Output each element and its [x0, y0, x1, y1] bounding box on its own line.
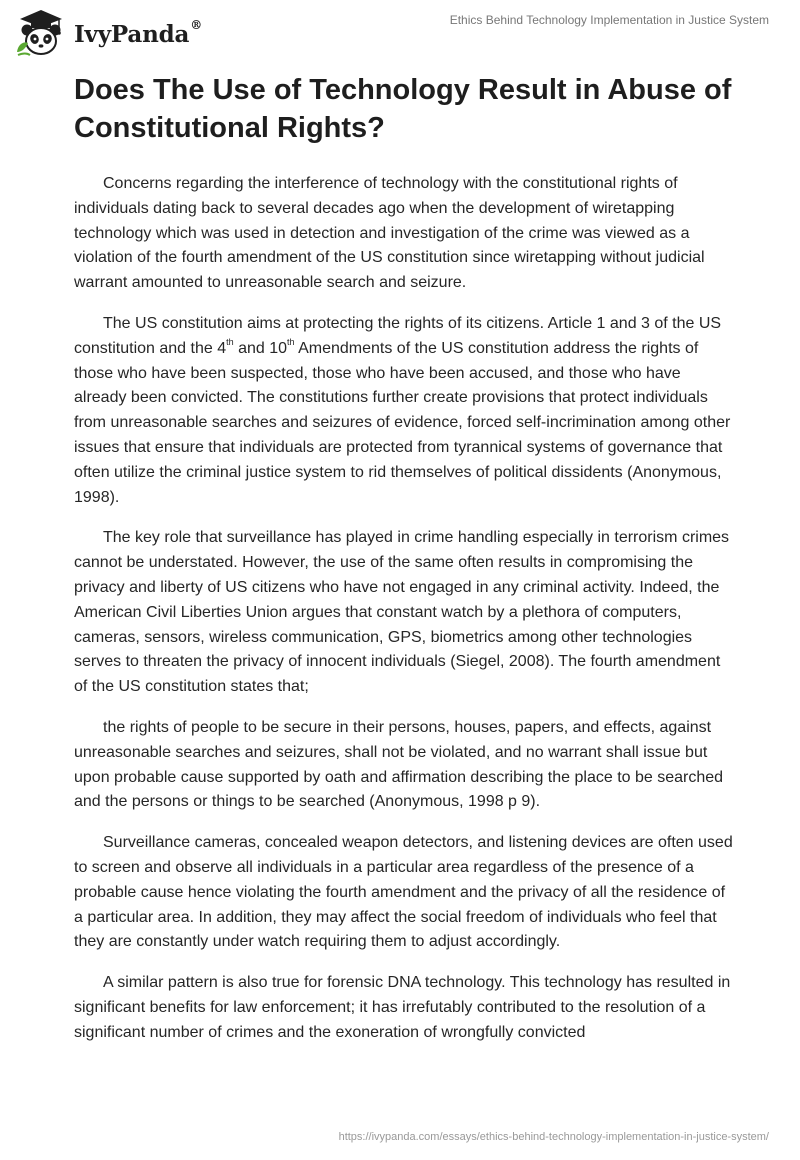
ordinal-suffix: th: [226, 337, 234, 348]
document-title: Ethics Behind Technology Implementation in Justice System: [449, 13, 769, 27]
ivypanda-logo[interactable]: [14, 8, 202, 58]
ordinal-suffix: th: [287, 337, 295, 348]
paragraph-text: The US constitution aims at protecting the rights of its citizens. Article 1 and 3 of the US constitution and the 4: [74, 314, 722, 357]
paragraph-text: and 10: [233, 339, 288, 357]
page-title: Does The Use of Technology Result in Abuse of Constitutional Rights?: [74, 74, 732, 144]
registered-mark: ®: [190, 17, 202, 32]
brand-name: IvyPanda®: [74, 17, 202, 48]
article-body: [74, 172, 734, 1062]
paragraph: The key role that surveillance has played in crime handling especially in terrorism crimes cannot be understated. However, the use of the same often results in compromising the privacy and liberty of US citizens who have not engaged in any criminal activity. Indeed, the American Civil Liberties Union argues that constant watch by a plethora of computers, cameras, sensors, wireless communication, GPS, biometrics among other technologies serves to threaten the privacy of innocent individuals (Siegel, 2008). The fourth amendment of the US constitution states that;: [74, 529, 730, 696]
paragraph-text: Amendments of the US constitution address the rights of those who have been suspected, those who have been accused, and those who have already been convicted. The constitutions further create provisions that protect individuals from unreasonable searches and seizures of evidence, forced self-incrimination among other issues that ensure that individuals are protected from tyrannical systems of governance that often utilize the criminal justice system to rid themselves of political dissidents (Anonymous, 1998).: [74, 339, 731, 506]
paragraph: [74, 312, 734, 510]
paragraph: Surveillance cameras, concealed weapon detectors, and listening devices are often used to screen and observe all individuals in a particular area regardless of the presence of a probable cause hence violating the fourth amendment and the privacy of all the residence of a particular area. In addition, they may affect the social freedom of individuals who feel that they are constantly under watch requiring them to adjust accordingly.: [74, 834, 733, 951]
block-quote: the rights of people to be secure in their persons, houses, papers, and effects, against unreasonable searches and seizures, shall not be violated, and no warrant shall issue but upon probable cause supported by oath and affirmation describing the place to be searched and the persons or things to be searched (Anonymous, 1998 p 9).: [74, 718, 724, 811]
page-header: [0, 0, 800, 66]
source-url[interactable]: https://ivypanda.com/essays/ethics-behind-technology-implementation-in-justice-system/: [338, 1131, 769, 1143]
paragraph: Concerns regarding the interference of technology with the constitutional rights of individuals dating back to several decades ago when the development of wiretapping technology which was used in detection and investigation of the crime was viewed as a violation of the fourth amendment of the US constitution since wiretapping without judicial warrant amounted to unreasonable search and seizure.: [74, 175, 705, 292]
paragraph: A similar pattern is also true for forensic DNA technology. This technology has resulted in significant benefits for law enforcement; it has irrefutably contributed to the resolution of a significant number of crimes and the exoneration of wrongfully convicted: [74, 974, 731, 1041]
panda-graduate-icon: [14, 8, 68, 58]
